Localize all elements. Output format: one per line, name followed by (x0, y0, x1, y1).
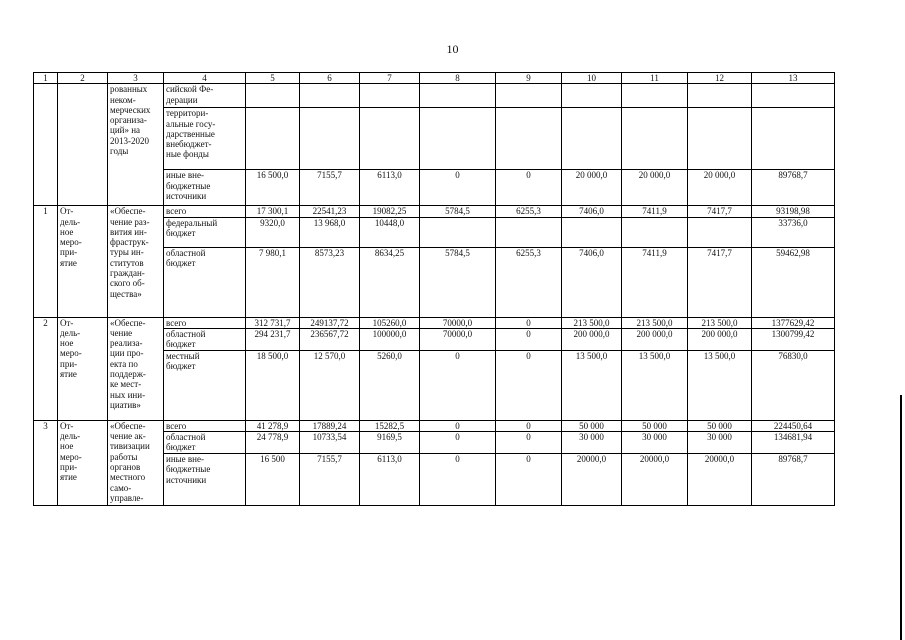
value-cell: 0 (496, 170, 562, 206)
column-header: 5 (246, 73, 300, 84)
source-cell: областной бюджет (164, 247, 246, 317)
table-row (34, 317, 835, 328)
value-cell: 70000,0 (420, 317, 496, 328)
page-number: 10 (446, 42, 459, 56)
value-cell: 30 000 (688, 432, 752, 454)
column-header: 10 (562, 73, 622, 84)
value-cell: 59462,98 (752, 247, 835, 317)
column-number-row (34, 73, 835, 84)
value-cell: 20000,0 (562, 454, 622, 506)
value-cell: 20000,0 (688, 454, 752, 506)
value-cell: 17889,24 (300, 420, 360, 431)
value-cell: 0 (496, 328, 562, 350)
column-header: 7 (360, 73, 420, 84)
value-cell: 213 500,0 (622, 317, 688, 328)
value-cell: 15282,5 (360, 420, 420, 431)
source-cell: сийской Фе- дерации (164, 84, 246, 108)
value-cell: 7417,7 (688, 247, 752, 317)
value-cell: 20 000,0 (622, 170, 688, 206)
value-cell: 8573,23 (300, 247, 360, 317)
value-cell: 134681,94 (752, 432, 835, 454)
source-cell: всего (164, 317, 246, 328)
value-cell: 13 500,0 (688, 350, 752, 420)
activity-type-cell: От- дель- ное меро- при- ятие (58, 420, 108, 505)
column-header: 6 (300, 73, 360, 84)
column-header: 4 (164, 73, 246, 84)
value-cell: 7417,7 (688, 206, 752, 217)
value-cell: 12 570,0 (300, 350, 360, 420)
value-cell: 16 500,0 (246, 170, 300, 206)
program-name-cell: «Обеспе- чение реализа- ции про- екта по поддерж- ке мест- ных ини- циатив» (108, 317, 164, 420)
value-cell: 20000,0 (622, 454, 688, 506)
value-cell: 10448,0 (360, 217, 420, 247)
value-cell: 20 000,0 (562, 170, 622, 206)
value-cell: 312 731,7 (246, 317, 300, 328)
source-cell: всего (164, 420, 246, 431)
value-cell: 6113,0 (360, 170, 420, 206)
cell (34, 84, 58, 206)
row-number: 1 (34, 206, 58, 317)
scan-edge-line (900, 395, 902, 640)
value-cell: 10733,54 (300, 432, 360, 454)
source-cell: иные вне- бюджетные источники (164, 170, 246, 206)
value-cell: 50 000 (562, 420, 622, 431)
value-cell: 41 278,9 (246, 420, 300, 431)
value-cell: 7411,9 (622, 247, 688, 317)
source-cell: территори- альные госу- дарственные внебюджет- ные фонды (164, 108, 246, 170)
value-cell: 9320,0 (246, 217, 300, 247)
program-name-cell: «Обеспе- чение ак- тивизации работы органов местного само- управле- (108, 420, 164, 505)
value-cell: 0 (496, 454, 562, 506)
value-cell: 17 300,1 (246, 206, 300, 217)
column-header: 13 (752, 73, 835, 84)
column-header: 8 (420, 73, 496, 84)
value-cell: 6255,3 (496, 247, 562, 317)
value-cell: 30 000 (622, 432, 688, 454)
value-cell: 5784,5 (420, 247, 496, 317)
value-cell: 22541,23 (300, 206, 360, 217)
source-cell: областной бюджет (164, 328, 246, 350)
row-number: 3 (34, 420, 58, 505)
value-cell: 13 500,0 (562, 350, 622, 420)
value-cell: 24 778,9 (246, 432, 300, 454)
value-cell: 70000,0 (420, 328, 496, 350)
value-cell: 13 500,0 (622, 350, 688, 420)
value-cell: 6113,0 (360, 454, 420, 506)
budget-table (33, 72, 835, 506)
value-cell: 213 500,0 (688, 317, 752, 328)
value-cell: 30 000 (562, 432, 622, 454)
value-cell: 0 (496, 420, 562, 431)
value-cell: 0 (496, 350, 562, 420)
value-cell: 294 231,7 (246, 328, 300, 350)
value-cell: 18 500,0 (246, 350, 300, 420)
activity-type-cell: От- дель- ное меро- при- ятие (58, 206, 108, 317)
value-cell: 5260,0 (360, 350, 420, 420)
value-cell: 50 000 (688, 420, 752, 431)
value-cell: 33736,0 (752, 217, 835, 247)
value-cell: 9169,5 (360, 432, 420, 454)
value-cell: 249137,72 (300, 317, 360, 328)
value-cell: 7406,0 (562, 206, 622, 217)
value-cell (622, 217, 688, 247)
value-cell: 0 (420, 420, 496, 431)
table-row (34, 420, 835, 431)
value-cell: 7155,7 (300, 170, 360, 206)
column-header: 2 (58, 73, 108, 84)
value-cell: 13 968,0 (300, 217, 360, 247)
value-cell: 7411,9 (622, 206, 688, 217)
value-cell: 200 000,0 (688, 328, 752, 350)
program-name-cell: «Обеспе- чение раз- вития ин- фраструк- туры ин- ститутов граждан- ского об- щества» (108, 206, 164, 317)
value-cell (496, 217, 562, 247)
value-cell: 20 000,0 (688, 170, 752, 206)
value-cell: 0 (420, 350, 496, 420)
column-header: 9 (496, 73, 562, 84)
value-cell (562, 217, 622, 247)
value-cell: 213 500,0 (562, 317, 622, 328)
table-row (34, 206, 835, 217)
value-cell: 89768,7 (752, 170, 835, 206)
value-cell: 7406,0 (562, 247, 622, 317)
column-header: 1 (34, 73, 58, 84)
source-cell: федеральный бюджет (164, 217, 246, 247)
value-cell: 8634,25 (360, 247, 420, 317)
source-cell: областной бюджет (164, 432, 246, 454)
source-cell: местный бюджет (164, 350, 246, 420)
column-header: 12 (688, 73, 752, 84)
value-cell: 7155,7 (300, 454, 360, 506)
value-cell (420, 217, 496, 247)
value-cell: 93198,98 (752, 206, 835, 217)
table-row (34, 84, 835, 108)
column-header: 3 (108, 73, 164, 84)
value-cell: 5784,5 (420, 206, 496, 217)
value-cell: 89768,7 (752, 454, 835, 506)
source-cell: всего (164, 206, 246, 217)
cell (58, 84, 108, 206)
source-cell: иные вне- бюджетные источники (164, 454, 246, 506)
value-cell: 200 000,0 (562, 328, 622, 350)
value-cell: 76830,0 (752, 350, 835, 420)
value-cell: 1377629,42 (752, 317, 835, 328)
activity-type-cell: От- дель- ное меро- при- ятие (58, 317, 108, 420)
value-cell: 224450,64 (752, 420, 835, 431)
value-cell: 0 (420, 454, 496, 506)
program-name-cell: рованных неком- мерческих организа- ций» на 2013-2020 годы (108, 84, 164, 206)
value-cell: 0 (496, 317, 562, 328)
row-number: 2 (34, 317, 58, 420)
value-cell: 16 500 (246, 454, 300, 506)
value-cell (688, 217, 752, 247)
value-cell: 1300799,42 (752, 328, 835, 350)
value-cell: 6255,3 (496, 206, 562, 217)
value-cell: 7 980,1 (246, 247, 300, 317)
column-header: 11 (622, 73, 688, 84)
value-cell: 50 000 (622, 420, 688, 431)
value-cell: 0 (420, 170, 496, 206)
value-cell: 200 000,0 (622, 328, 688, 350)
value-cell: 236567,72 (300, 328, 360, 350)
value-cell: 105260,0 (360, 317, 420, 328)
value-cell: 0 (496, 432, 562, 454)
value-cell: 100000,0 (360, 328, 420, 350)
value-cell: 0 (420, 432, 496, 454)
value-cell: 19082,25 (360, 206, 420, 217)
